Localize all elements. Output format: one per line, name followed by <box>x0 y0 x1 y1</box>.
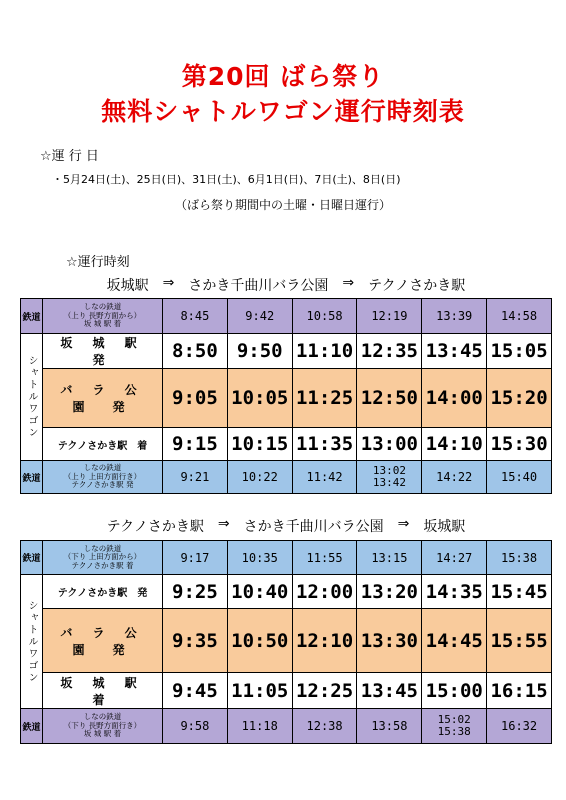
time-cell: 11:18 <box>227 709 292 744</box>
route-1-via: さかき千曲川バラ公園 <box>188 278 329 294</box>
time-cell: 16:32 <box>487 709 552 744</box>
time-cell: 13:39 <box>422 299 487 334</box>
rail-label: 鉄道 <box>21 541 43 575</box>
time-cell: 12:10 <box>292 609 357 673</box>
route-2-timetable <box>20 540 552 744</box>
time-cell: 12:35 <box>357 334 422 369</box>
stop-name: テクノさかき駅 発 <box>43 575 163 609</box>
rail-description: しなの鉄道 （上り 長野方面から） 坂 城 駅 着 <box>43 299 163 334</box>
route-2-stop-row <box>21 673 552 709</box>
route-1-arrow-1: ⇒ <box>162 275 175 291</box>
time-cell: 10:22 <box>227 461 292 494</box>
time-cell: 12:25 <box>292 673 357 709</box>
time-cell: 13:00 <box>357 428 422 461</box>
time-cell: 10:35 <box>227 541 292 575</box>
time-cell: 15:05 <box>487 334 552 369</box>
time-cell: 10:15 <box>227 428 292 461</box>
time-cell: 9:50 <box>227 334 292 369</box>
rail-label: 鉄道 <box>21 461 43 494</box>
operating-days-list: ・5月24日(土)、25日(日)、31日(土)、6月1日(日)、7日(土)、8日(日) <box>52 173 401 186</box>
time-cell: 13:45 <box>422 334 487 369</box>
time-cell: 9:58 <box>163 709 228 744</box>
time-cell: 15:20 <box>487 369 552 428</box>
stop-name: バ ラ 公 園 発 <box>43 369 163 428</box>
time-cell: 11:25 <box>292 369 357 428</box>
time-cell: 14:10 <box>422 428 487 461</box>
route-2-arrow-2: ⇒ <box>397 516 410 532</box>
rail-description: しなの鉄道 （下り 上田方面から） テクノさかき駅 着 <box>43 541 163 575</box>
time-cell: 9:15 <box>163 428 228 461</box>
route-1-header <box>20 275 552 295</box>
time-cell: 8:45 <box>163 299 228 334</box>
time-cell: 10:50 <box>227 609 292 673</box>
time-cell: 10:58 <box>292 299 357 334</box>
time-cell: 11:55 <box>292 541 357 575</box>
time-cell: 11:42 <box>292 461 357 494</box>
rail-description: しなの鉄道 （下り 長野方面行き） 坂 城 駅 着 <box>43 709 163 744</box>
route-1-timetable <box>20 298 552 494</box>
time-cell: 9:42 <box>227 299 292 334</box>
time-cell: 16:15 <box>487 673 552 709</box>
time-cell: 12:00 <box>292 575 357 609</box>
time-cell: 11:05 <box>227 673 292 709</box>
route-2-rail-departure-row <box>21 709 552 744</box>
route-1-destination: テクノさかき駅 <box>368 278 466 294</box>
route-2-origin: テクノさかき駅 <box>106 519 204 535</box>
operating-days-heading: ☆運 行 日 <box>40 149 99 164</box>
time-cell: 15:40 <box>487 461 552 494</box>
route-2-stop-row <box>21 575 552 609</box>
shuttle-label: シャトルワゴン <box>21 334 43 461</box>
route-1-rail-arrival-row <box>21 299 552 334</box>
time-cell: 10:40 <box>227 575 292 609</box>
time-cell: 9:45 <box>163 673 228 709</box>
route-2-header <box>20 516 552 536</box>
route-1-arrow-2: ⇒ <box>342 275 355 291</box>
route-2-arrow-1: ⇒ <box>217 516 230 532</box>
schedule-heading: ☆運行時刻 <box>66 255 130 270</box>
time-cell: 9:05 <box>163 369 228 428</box>
time-cell: 14:58 <box>487 299 552 334</box>
time-cell: 14:27 <box>422 541 487 575</box>
stop-name: 坂 城 駅 着 <box>43 673 163 709</box>
time-cell: 14:00 <box>422 369 487 428</box>
operating-days-note: （ばら祭り期間中の土曜・日曜日運行） <box>174 198 391 212</box>
time-cell: 15:00 <box>422 673 487 709</box>
time-cell: 12:19 <box>357 299 422 334</box>
time-cell: 13:30 <box>357 609 422 673</box>
time-cell: 10:05 <box>227 369 292 428</box>
rail-label: 鉄道 <box>21 299 43 334</box>
shuttle-label: シャトルワゴン <box>21 575 43 709</box>
rail-description: しなの鉄道 （上り 上田方面行き） テクノさかき駅 発 <box>43 461 163 494</box>
route-2-stop-row <box>21 609 552 673</box>
route-1-stop-row <box>21 428 552 461</box>
time-cell: 15:02 15:38 <box>422 709 487 744</box>
route-2-via: さかき千曲川バラ公園 <box>243 519 384 535</box>
time-cell: 9:25 <box>163 575 228 609</box>
time-cell: 13:15 <box>357 541 422 575</box>
rail-label: 鉄道 <box>21 709 43 744</box>
time-cell: 13:58 <box>357 709 422 744</box>
route-1-rail-departure-row <box>21 461 552 494</box>
time-cell: 13:45 <box>357 673 422 709</box>
time-cell: 12:50 <box>357 369 422 428</box>
time-cell: 15:38 <box>487 541 552 575</box>
time-cell: 14:35 <box>422 575 487 609</box>
time-cell: 14:22 <box>422 461 487 494</box>
route-2-rail-arrival-row <box>21 541 552 575</box>
time-cell: 9:35 <box>163 609 228 673</box>
route-2-destination: 坂城駅 <box>423 519 466 535</box>
time-cell: 12:38 <box>292 709 357 744</box>
stop-name: テクノさかき駅 着 <box>43 428 163 461</box>
time-cell: 15:30 <box>487 428 552 461</box>
title-line-1: 第20回 ばら祭り <box>181 62 385 91</box>
route-1-origin: 坂城駅 <box>106 278 149 294</box>
time-cell: 9:21 <box>163 461 228 494</box>
time-cell: 15:45 <box>487 575 552 609</box>
route-1-stop-row <box>21 334 552 369</box>
time-cell: 9:17 <box>163 541 228 575</box>
time-cell: 11:35 <box>292 428 357 461</box>
route-1-stop-row <box>21 369 552 428</box>
stop-name: バ ラ 公 園 発 <box>43 609 163 673</box>
time-cell: 14:45 <box>422 609 487 673</box>
time-cell: 11:10 <box>292 334 357 369</box>
time-cell: 13:20 <box>357 575 422 609</box>
stop-name: 坂 城 駅 発 <box>43 334 163 369</box>
time-cell: 13:02 13:42 <box>357 461 422 494</box>
title-line-2: 無料シャトルワゴン運行時刻表 <box>101 97 465 126</box>
time-cell: 15:55 <box>487 609 552 673</box>
time-cell: 8:50 <box>163 334 228 369</box>
